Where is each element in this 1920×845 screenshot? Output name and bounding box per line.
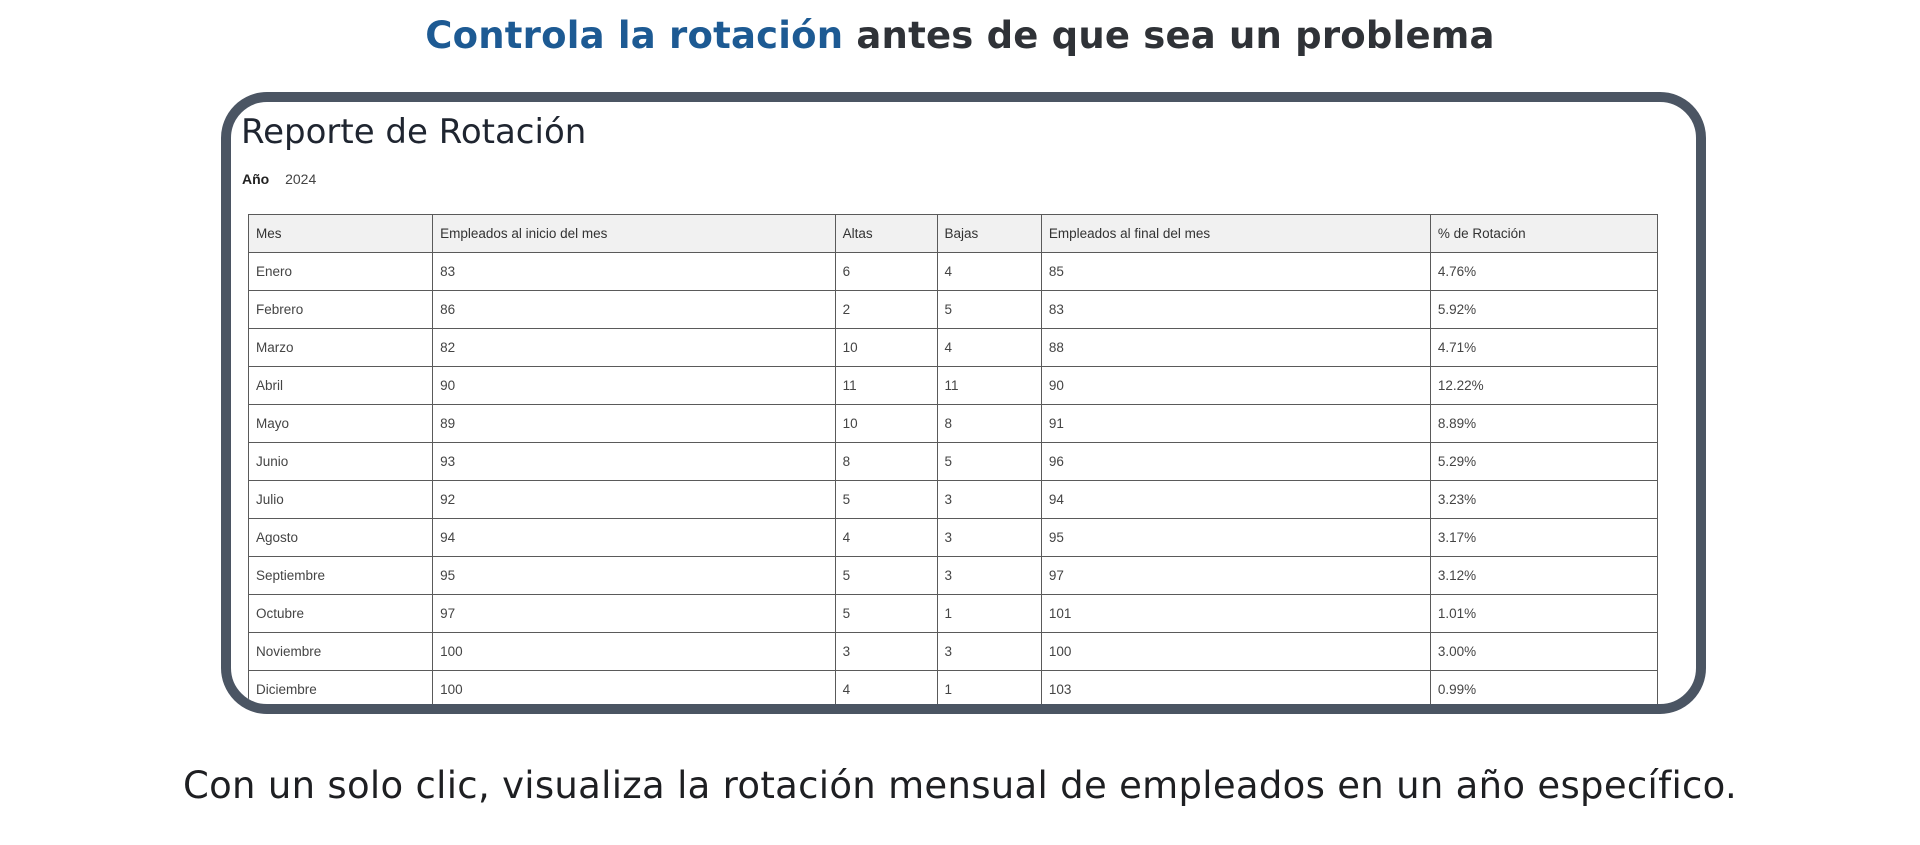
year-label: Año <box>242 171 270 187</box>
table-cell: 90 <box>433 367 836 405</box>
table-cell: 8 <box>937 405 1041 443</box>
table-cell: 5.92% <box>1430 291 1657 329</box>
table-cell: 10 <box>835 405 937 443</box>
table-cell: Julio <box>249 481 433 519</box>
table-cell: 3 <box>937 481 1041 519</box>
table-cell: 4 <box>937 253 1041 291</box>
table-cell: 12.22% <box>1430 367 1657 405</box>
column-header: Empleados al final del mes <box>1041 215 1430 253</box>
table-row <box>249 253 1658 291</box>
table-cell: 82 <box>433 329 836 367</box>
table-cell: 85 <box>1041 253 1430 291</box>
table-cell: 90 <box>1041 367 1430 405</box>
table-cell: 5 <box>937 291 1041 329</box>
column-header: Mes <box>249 215 433 253</box>
table-cell: 97 <box>1041 557 1430 595</box>
table-cell: 3 <box>937 519 1041 557</box>
table-cell: 86 <box>433 291 836 329</box>
screenshot-frame <box>221 92 1706 714</box>
table-cell: 3.12% <box>1430 557 1657 595</box>
column-header: % de Rotación <box>1430 215 1657 253</box>
table-cell: 5.29% <box>1430 443 1657 481</box>
table-cell: Marzo <box>249 329 433 367</box>
report-title: Reporte de Rotación <box>241 112 587 152</box>
table-row <box>249 519 1658 557</box>
table-cell: 101 <box>1041 595 1430 633</box>
table-cell: 100 <box>1041 633 1430 671</box>
table-row <box>249 557 1658 595</box>
table-cell: Abril <box>249 367 433 405</box>
table-cell: 11 <box>835 367 937 405</box>
table-cell: 4 <box>835 519 937 557</box>
table-cell: 3.00% <box>1430 633 1657 671</box>
table-row <box>249 405 1658 443</box>
table-row <box>249 367 1658 405</box>
table-cell: 4.71% <box>1430 329 1657 367</box>
table-row <box>249 481 1658 519</box>
table-cell: Diciembre <box>249 671 433 709</box>
table-cell: 103 <box>1041 671 1430 709</box>
table-cell: 10 <box>835 329 937 367</box>
table-row <box>249 671 1658 709</box>
table-cell: 4 <box>937 329 1041 367</box>
table-cell: 3 <box>937 633 1041 671</box>
table-cell: Octubre <box>249 595 433 633</box>
table-row <box>249 633 1658 671</box>
table-cell: 5 <box>835 557 937 595</box>
headline-rest: antes de que sea un problema <box>843 14 1495 57</box>
table-cell: 0.99% <box>1430 671 1657 709</box>
table-cell: 97 <box>433 595 836 633</box>
table-cell: Septiembre <box>249 557 433 595</box>
table-cell: 5 <box>937 443 1041 481</box>
table-cell: 91 <box>1041 405 1430 443</box>
caption: Con un solo clic, visualiza la rotación mensual de empleados en un año específico. <box>182 764 1738 807</box>
table-row <box>249 443 1658 481</box>
table-cell: 89 <box>433 405 836 443</box>
table-cell: 94 <box>1041 481 1430 519</box>
headline-accent: Controla la rotación <box>425 14 844 57</box>
table-row <box>249 291 1658 329</box>
table-cell: Febrero <box>249 291 433 329</box>
table-cell: 94 <box>433 519 836 557</box>
table-cell: Noviembre <box>249 633 433 671</box>
column-header: Bajas <box>937 215 1041 253</box>
table-cell: 3.17% <box>1430 519 1657 557</box>
table-cell: 4 <box>835 671 937 709</box>
table-cell: 100 <box>433 671 836 709</box>
column-header: Altas <box>835 215 937 253</box>
table-cell: Junio <box>249 443 433 481</box>
table-row <box>249 329 1658 367</box>
table-body <box>249 253 1658 709</box>
table-cell: 11 <box>937 367 1041 405</box>
table-cell: 93 <box>433 443 836 481</box>
table-cell: 95 <box>1041 519 1430 557</box>
headline <box>0 14 1920 57</box>
table-cell: 1 <box>937 595 1041 633</box>
table-cell: 96 <box>1041 443 1430 481</box>
table-cell: 92 <box>433 481 836 519</box>
table-cell: Enero <box>249 253 433 291</box>
column-header: Empleados al inicio del mes <box>433 215 836 253</box>
table-cell: 83 <box>433 253 836 291</box>
table-cell: 5 <box>835 481 937 519</box>
table-cell: 8 <box>835 443 937 481</box>
table-cell: 100 <box>433 633 836 671</box>
table-cell: 1.01% <box>1430 595 1657 633</box>
table-cell: 3 <box>835 633 937 671</box>
table-cell: 4.76% <box>1430 253 1657 291</box>
table-cell: 1 <box>937 671 1041 709</box>
table-cell: 6 <box>835 253 937 291</box>
year-filter <box>242 171 316 187</box>
table-cell: 8.89% <box>1430 405 1657 443</box>
table-cell: Agosto <box>249 519 433 557</box>
rotation-table <box>248 214 1658 709</box>
table-cell: 88 <box>1041 329 1430 367</box>
table-header-row <box>249 215 1658 253</box>
table-cell: Mayo <box>249 405 433 443</box>
table-cell: 3 <box>937 557 1041 595</box>
year-value[interactable]: 2024 <box>285 171 317 187</box>
table-cell: 83 <box>1041 291 1430 329</box>
table-cell: 5 <box>835 595 937 633</box>
table-cell: 2 <box>835 291 937 329</box>
table-cell: 3.23% <box>1430 481 1657 519</box>
table-cell: 95 <box>433 557 836 595</box>
table-row <box>249 595 1658 633</box>
